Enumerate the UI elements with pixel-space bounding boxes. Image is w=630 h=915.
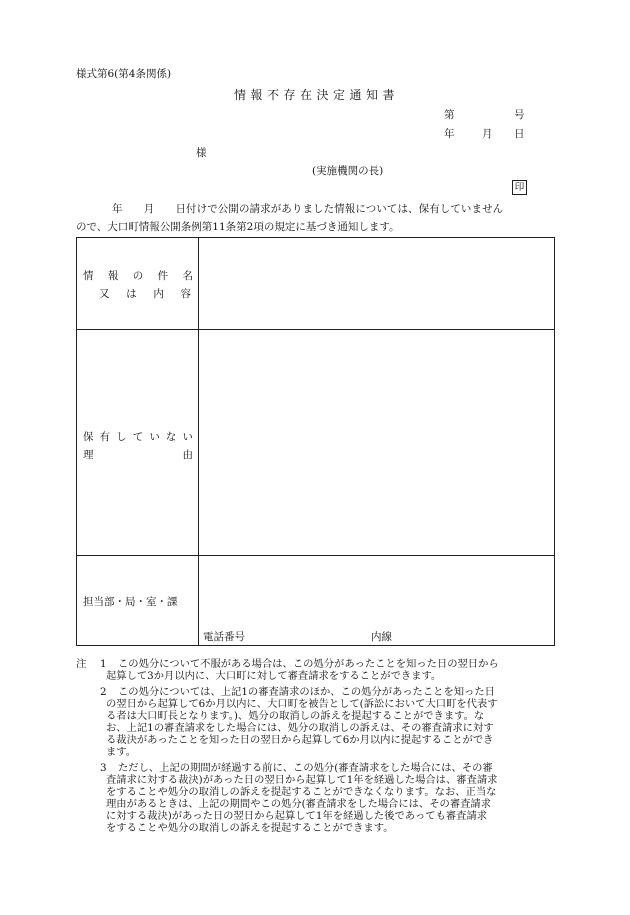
note-3-line-5: に対する裁決)があった日の翌日から起算して1年を経過した後であっても審査請求 <box>106 810 488 822</box>
label-char: て <box>132 431 144 443</box>
row-label-reason-line-1 <box>83 428 193 446</box>
document-title: 情報不存在決定通知書 <box>234 88 400 102</box>
label-char: の <box>132 270 144 282</box>
date-year: 年 <box>444 128 455 140</box>
row-label-document-line-2 <box>83 285 193 303</box>
label-char: 有 <box>99 431 111 443</box>
table-column-divider <box>198 238 199 645</box>
notes-marker: 注 <box>76 658 87 670</box>
note-3-line-1: ただし、上記の期間が経過する前に、この処分(審査請求をした場合には、その審 <box>118 762 493 774</box>
label-char: な <box>165 431 177 443</box>
extension-label: 内線 <box>371 631 392 643</box>
row-label-department: 担当部・局・室・課 <box>83 596 178 608</box>
label-char: 名 <box>182 270 193 282</box>
note-2-line-6: ます。 <box>106 746 137 758</box>
note-1-line-1: この処分について不服がある場合は、この処分があったことを知った日の翌日から <box>118 658 499 670</box>
label-char: 理 <box>83 449 94 461</box>
recipient-suffix: 様 <box>196 147 207 159</box>
label-char: 内 <box>153 288 164 300</box>
label-char: い <box>149 431 160 443</box>
label-char: 件 <box>157 270 169 282</box>
label-char: 容 <box>180 288 191 300</box>
date-month: 月 <box>482 128 493 140</box>
note-2-line-4: お、上記1の審査請求をした場合には、処分の取消しの訴えは、その審査請求に対す <box>106 722 494 734</box>
label-char: し <box>116 431 127 443</box>
row-label-reason-line-2 <box>83 446 193 464</box>
note-3-line-4: 理由があるときは、上記の期間やこの処分(審査請求をした場合には、その審査請求 <box>106 798 491 810</box>
note-2-line-3: る者は大口町長となります。)、処分の取消しの訴えを提起することができます。な <box>106 710 485 722</box>
note-2-line-2: の翌日から起算して6か月以内に、大口町を被告として(訴訟において大口町を代表す <box>106 698 498 710</box>
label-char: 由 <box>182 449 193 461</box>
row-label-reason <box>83 428 193 464</box>
phone-label: 電話番号 <box>203 631 245 643</box>
note-3-line-6: をすることや処分の取消しの訴えを提起することができます。 <box>106 822 394 834</box>
issuer: (実施機関の長) <box>312 165 384 177</box>
note-2-line-5: る裁決があったことを知った日の翌日から起算して6か月以内に提起することができ <box>106 734 494 746</box>
note-3-line-3: をすることや処分の取消しの訴えを提起することができなくなります。なお、正当な <box>106 786 497 798</box>
label-char: 保 <box>83 431 94 443</box>
note-2-number: 2 <box>100 686 107 698</box>
note-1-number: 1 <box>100 658 107 670</box>
table-row-divider-2 <box>77 555 554 556</box>
label-char: 報 <box>107 270 119 282</box>
label-char: 又 <box>99 288 110 300</box>
doc-number-go: 号 <box>514 109 525 121</box>
row-label-document-line-1 <box>83 267 193 285</box>
row-label-document <box>83 267 193 303</box>
note-3-line-2: 査請求に対する裁決)があった日の翌日から起算して1年を経過した場合は、審査請求 <box>106 774 498 786</box>
seal-mark: 印 <box>512 180 527 195</box>
date-day: 日 <box>514 128 525 140</box>
label-char: い <box>182 431 193 443</box>
note-1-line-2: 起算して3か月以内に、大口町に対して審査請求をすることができます。 <box>106 670 442 682</box>
label-char: は <box>126 288 137 300</box>
label-char: 情 <box>83 270 94 282</box>
body-line-1: 年 月 日付けで公開の請求がありました情報については、保有していません <box>112 203 504 215</box>
note-3-number: 3 <box>100 762 107 774</box>
notice-table <box>76 237 555 646</box>
form-id: 様式第6(第4条関係) <box>76 68 172 80</box>
body-line-2: ので、大口町情報公開条例第11条第2項の規定に基づき通知します。 <box>76 221 400 233</box>
note-2-line-1: この処分については、上記1の審査請求のほか、この処分があったことを知った日 <box>118 686 495 698</box>
table-row-divider-1 <box>77 329 554 330</box>
doc-number-dai: 第 <box>444 109 455 121</box>
